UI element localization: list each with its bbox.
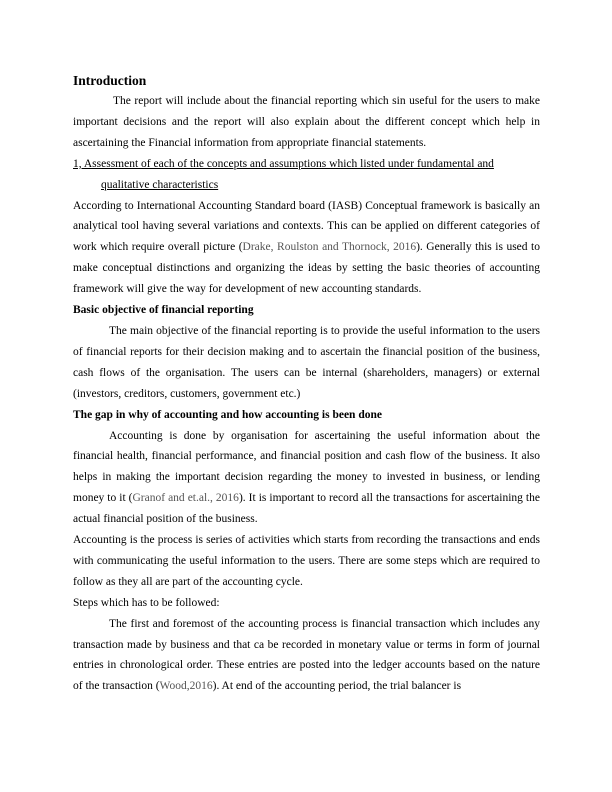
- gap-text-after: ). It is important to record all the transactions for ascertaining the actual financial position of the business.: [73, 492, 540, 526]
- section-1-heading-line1: 1, Assessment of each of the concepts and assumptions which listed under fundamental and: [73, 157, 494, 170]
- citation-wood: Wood,2016: [159, 680, 213, 693]
- iasb-paragraph: [73, 196, 540, 301]
- gap-heading: The gap in why of accounting and how accounting is been done: [73, 408, 382, 421]
- gap-paragraph: [73, 426, 540, 531]
- basic-objective-paragraph: The main objective of the financial reporting is to provide the useful information to the users of financial reports for their decision making and to ascertain the financial position of the business, cash flows of the organisation. The users can be internal (shareholders, managers) or external (investors, creditors, customers, government etc.): [73, 324, 540, 400]
- introduction-paragraph: The report will include about the financial reporting which sin useful for the users to make important decisions and the report will also explain about the different concept which help in ascertaining the Financial information from appropriate financial statements.: [73, 95, 540, 149]
- iasb-text-before: According to International Accounting Standard board (IASB) Conceptual framework is basically an analytical tool having several variations and contexts. This can be applied on different categories of work which require overall picture (: [73, 199, 540, 254]
- section-1-heading: [73, 154, 540, 196]
- first-step-text-after: ). At end of the accounting period, the trial balancer is: [212, 680, 462, 693]
- citation-granof: Granof and et.al., 2016: [132, 492, 239, 505]
- iasb-text-after: ). Generally this is used to make conceptual distinctions and organizing the ideas by setting the basic theories of accounting framework will give the way for development of new accounting standards.: [73, 241, 540, 296]
- gap-text-before: Accounting is done by organisation for ascertaining the useful information about the financial health, financial performance, and financial position and cash flow of the business. It also helps in making the important decision regarding the money to invested in business, or lending money to it (: [73, 429, 540, 505]
- first-step-text-before: The first and foremost of the accounting process is financial transaction which includes any transaction made by business and that ca be recorded in monetary value or terms in form of journal entries in chronological order. These entries are posted into the ledger accounts based on the nature of the transaction (: [73, 617, 540, 693]
- steps-label: Steps which has to be followed:: [73, 596, 220, 609]
- accounting-process-paragraph: Accounting is the process is series of activities which starts from recording the transactions and ends with communicating the useful information to the users. There are some steps which are required to follow as they all are part of the accounting cycle.: [73, 534, 540, 588]
- citation-drake: Drake, Roulston and Thornock, 2016: [242, 241, 417, 254]
- introduction-heading: Introduction: [73, 73, 147, 88]
- basic-objective-heading: Basic objective of financial reporting: [73, 304, 254, 317]
- document-body: [73, 71, 540, 697]
- first-step-paragraph: [73, 614, 540, 698]
- section-1-heading-line2: qualitative characteristics: [101, 178, 219, 191]
